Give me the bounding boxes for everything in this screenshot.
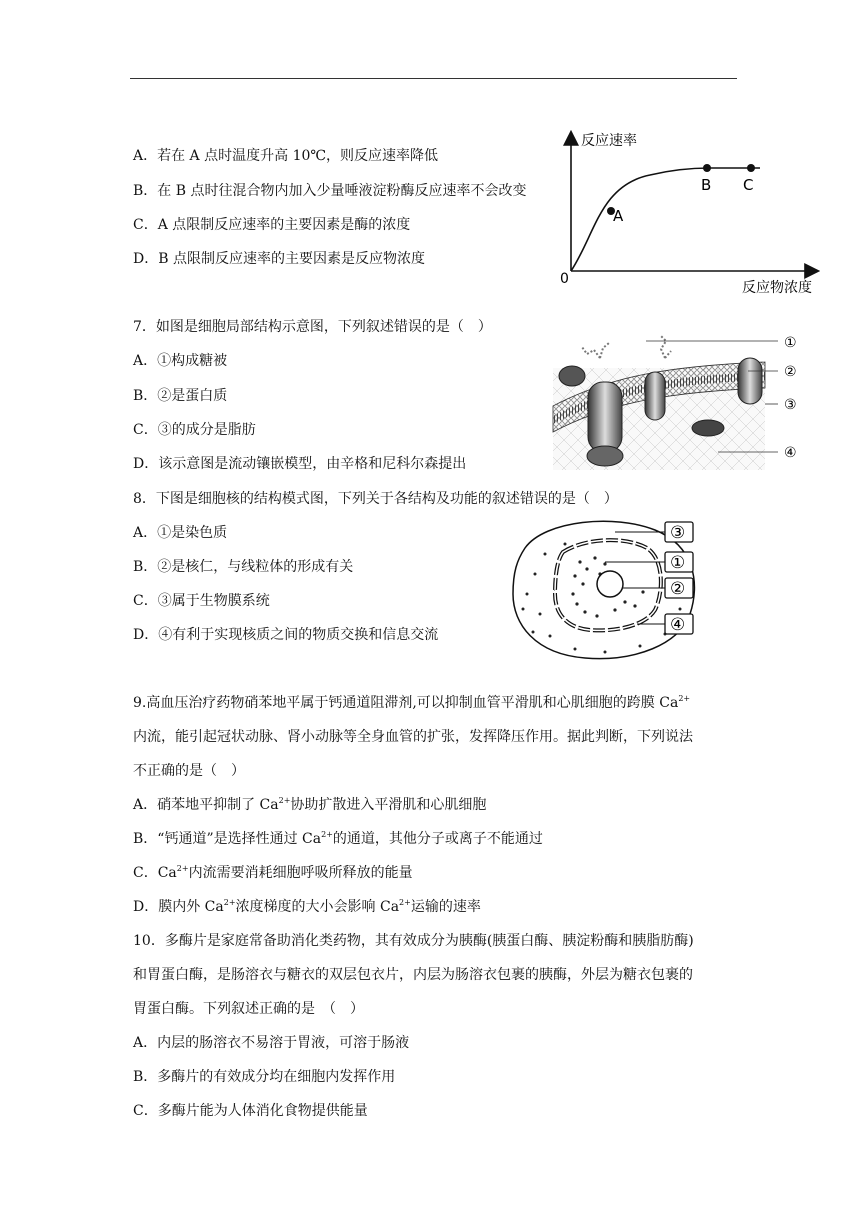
q7-stem: 7．如图是细胞局部结构示意图，下列叙述错误的是（ ） bbox=[133, 319, 492, 335]
membrane-label-1: ① bbox=[784, 335, 797, 351]
x-axis-label: 反应物浓度 bbox=[742, 280, 812, 296]
q7-option-d: D．该示意图是流动镶嵌模型，由辛格和尼科尔森提出 bbox=[133, 456, 467, 472]
q7-option-a: A．①构成糖被 bbox=[133, 353, 228, 369]
q9-stem-line-3: 不正确的是（ ） bbox=[133, 763, 245, 779]
q6-option-d: D．B 点限制反应速率的主要因素是反应物浓度 bbox=[133, 251, 425, 267]
point-b bbox=[703, 164, 711, 172]
nucleus-label-4: ④ bbox=[670, 615, 686, 635]
q9-stem-line-1: 9.高血压治疗药物硝苯地平属于钙通道阻滞剂,可以抑制血管平滑肌和心肌细胞的跨膜 $Ca^{2+}$ bbox=[133, 694, 691, 711]
point-c bbox=[747, 164, 755, 172]
point-c-label: C bbox=[743, 176, 754, 194]
q10-stem-line-2: 和胃蛋白酶，是肠溶衣与糖衣的双层包衣片，内层为肠溶衣包裹的胰酶，外层为糖衣包裹的 bbox=[133, 967, 693, 983]
nucleus-label-1: ① bbox=[670, 553, 686, 573]
q8-option-d: D．④有利于实现核质之间的物质交换和信息交流 bbox=[133, 627, 439, 643]
q7-option-b: B．②是蛋白质 bbox=[133, 388, 228, 404]
q8-stem: 8．下图是细胞核的结构模式图，下列关于各结构及功能的叙述错误的是（ ） bbox=[133, 491, 618, 507]
q8-option-a: A．①是染色质 bbox=[133, 525, 228, 541]
y-axis-label: 反应速率 bbox=[581, 133, 637, 149]
origin-label: 0 bbox=[560, 271, 569, 287]
q6-option-a: A．若在 A 点时温度升高 10℃，则反应速率降低 bbox=[133, 148, 439, 164]
q9-stem-line-2: 内流，能引起冠状动脉、肾小动脉等全身血管的扩张，发挥降压作用。据此判断，下列说法 bbox=[133, 729, 693, 745]
q9-option-a: A．硝苯地平抑制了 $Ca^{2+}$协助扩散进入平滑肌和心肌细胞 bbox=[133, 796, 487, 813]
q10-stem-line-1: 10．多酶片是家庭常备助消化类药物，其有效成分为胰酶(胰蛋白酶、胰淀粉酶和胰脂肪酶) bbox=[133, 933, 694, 949]
q8-option-b: B．②是核仁，与线粒体的形成有关 bbox=[133, 559, 354, 575]
nucleus-label-2: ② bbox=[670, 579, 686, 599]
q9-option-b: B．“钙通道”是选择性通过 $Ca^{2+}$的通道，其他分子或离子不能通过 bbox=[133, 830, 543, 847]
q10-option-a: A．内层的肠溶衣不易溶于胃液，可溶于肠液 bbox=[133, 1035, 410, 1051]
membrane-label-2: ② bbox=[784, 364, 797, 380]
nucleus-label-3: ③ bbox=[670, 523, 686, 543]
membrane-diagram bbox=[550, 328, 812, 472]
q8-option-c: C．③属于生物膜系统 bbox=[133, 593, 270, 609]
q7-option-c: C．③的成分是脂肪 bbox=[133, 422, 256, 438]
rate-curve bbox=[571, 168, 760, 271]
q9-option-d: D．膜内外 $Ca^{2+}$浓度梯度的大小会影响 $Ca^{2+}$运输的速率 bbox=[133, 898, 481, 915]
nucleus-diagram bbox=[505, 514, 705, 664]
q9-option-c: C．$Ca^{2+}$内流需要消耗细胞呼吸所释放的能量 bbox=[133, 864, 413, 881]
q10-option-c: C．多酶片能为人体消化食物提供能量 bbox=[133, 1103, 368, 1119]
q6-option-b: B．在 B 点时往混合物内加入少量唾液淀粉酶反应速率不会改变 bbox=[133, 183, 527, 199]
point-b-label: B bbox=[701, 176, 712, 194]
q10-stem-line-3: 胃蛋白酶。下列叙述正确的是 （ ） bbox=[133, 1001, 364, 1017]
q6-option-c: C．A 点限制反应速率的主要因素是酶的浓度 bbox=[133, 217, 411, 233]
point-a-label: A bbox=[613, 207, 624, 225]
membrane-label-4: ④ bbox=[784, 445, 797, 461]
q10-option-b: B．多酶片的有效成分均在细胞内发挥作用 bbox=[133, 1069, 396, 1085]
membrane-label-3: ③ bbox=[784, 397, 797, 413]
reaction-rate-graph bbox=[555, 125, 825, 300]
header-rule bbox=[130, 78, 737, 79]
